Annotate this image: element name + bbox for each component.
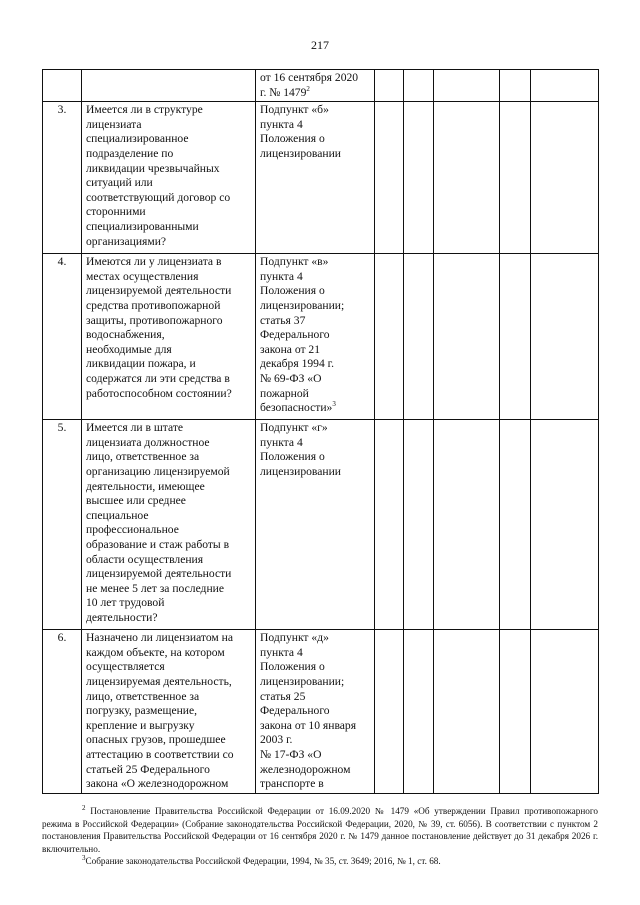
reference-text: пункта 4	[260, 645, 303, 659]
question-line: сторонними	[86, 205, 146, 219]
reference-line	[260, 660, 370, 675]
question-line: не менее 5 лет за последние	[86, 581, 225, 595]
reference-text: пункта 4	[260, 117, 303, 131]
question-line: погрузку, размещение,	[86, 704, 198, 718]
reference-text: статья 25	[260, 689, 306, 703]
question-line: защиты, противопожарного	[86, 313, 223, 327]
empty-answer-cell	[500, 420, 531, 630]
question-line: местах осуществления	[86, 269, 199, 283]
empty-answer-cell	[375, 102, 404, 254]
table-row	[43, 102, 599, 254]
reference-text: Подпункт «б»	[260, 103, 329, 117]
empty-answer-cell	[500, 630, 531, 794]
reference-line	[260, 132, 370, 147]
reference-line	[260, 704, 370, 719]
question-line: опасных грузов, прошедшее	[86, 733, 226, 747]
reference-line	[260, 387, 370, 402]
row-number	[43, 70, 82, 102]
reference-line	[260, 719, 370, 734]
reference-text: закона от 10 января	[260, 718, 357, 732]
empty-answer-cell	[531, 254, 599, 420]
question-line: содержатся ли эти средства в	[86, 371, 230, 385]
empty-answer-cell	[500, 254, 531, 420]
question-line: каждом объекте, на котором	[86, 645, 225, 659]
reference-line	[260, 401, 370, 416]
question-line: 10 лет трудовой	[86, 596, 165, 610]
question-cell	[82, 70, 256, 102]
question-line: лицензиата должностное	[86, 435, 210, 449]
reference-line	[260, 450, 370, 465]
reference-text: от 16 сентября 2020	[260, 71, 359, 84]
reference-text: Подпункт «д»	[260, 631, 329, 645]
question-line: ликвидации пожара, и	[86, 357, 196, 371]
reference-line	[260, 147, 370, 162]
footnotes	[42, 805, 598, 868]
page-number: 217	[311, 38, 329, 52]
reference-line	[260, 270, 370, 285]
reference-line	[260, 690, 370, 705]
empty-answer-cell	[404, 630, 434, 794]
table-row	[43, 630, 599, 794]
empty-answer-cell	[404, 420, 434, 630]
question-cell	[82, 102, 256, 254]
question-cell	[82, 254, 256, 420]
question-line: Имеется ли в штате	[86, 421, 184, 435]
reference-line	[260, 421, 370, 436]
footnote-separator	[42, 793, 196, 794]
reference-line	[260, 314, 370, 329]
question-line: лицензируемой деятельности	[86, 567, 232, 581]
reference-line	[260, 86, 370, 101]
reference-text: 2003 г.	[260, 733, 293, 747]
empty-answer-cell	[531, 102, 599, 254]
reference-line	[260, 465, 370, 480]
table-row	[43, 70, 599, 102]
empty-answer-cell	[404, 70, 434, 102]
empty-answer-cell	[531, 420, 599, 630]
reference-text: лицензировании;	[260, 674, 345, 688]
empty-answer-cell	[404, 102, 434, 254]
question-line: Назначено ли лицензиатом на	[86, 631, 233, 645]
question-line: деятельности?	[86, 610, 158, 624]
reference-text: пожарной	[260, 386, 309, 400]
reference-text: лицензировании;	[260, 298, 345, 312]
legal-reference-cell	[256, 102, 375, 254]
reference-text: пункта 4	[260, 435, 303, 449]
question-line: специализированное	[86, 132, 189, 146]
question-line: Имеется ли в структуре	[86, 103, 203, 117]
question-cell	[82, 420, 256, 630]
question-line: организацию лицензируемой	[86, 464, 230, 478]
footnote-3-mark: 3	[82, 853, 86, 862]
question-line: организациями?	[86, 234, 167, 248]
legal-reference-cell	[256, 70, 375, 102]
reference-line	[260, 646, 370, 661]
empty-answer-cell	[375, 420, 404, 630]
question-line: закона «О железнодорожном	[86, 777, 229, 791]
reference-text: № 69-ФЗ «О	[260, 371, 322, 385]
reference-line	[260, 118, 370, 133]
empty-answer-cell	[434, 70, 500, 102]
empty-answer-cell	[500, 70, 531, 102]
reference-text: декабря 1994 г.	[260, 357, 335, 371]
legal-reference-cell	[256, 254, 375, 420]
reference-line	[260, 733, 370, 748]
reference-text: Положения о	[260, 132, 325, 146]
question-line: водоснабжения,	[86, 328, 165, 342]
reference-text: Положения о	[260, 284, 325, 298]
table-row	[43, 254, 599, 420]
empty-answer-cell	[375, 70, 404, 102]
footnote-marker: 3	[332, 400, 336, 409]
question-line: работоспособном состоянии?	[86, 386, 232, 400]
question-line: ликвидации чрезвычайных	[86, 161, 220, 175]
footnote-marker: 2	[306, 84, 310, 93]
row-number: 6.	[43, 630, 82, 794]
legal-reference-cell	[256, 630, 375, 794]
empty-answer-cell	[434, 102, 500, 254]
reference-text: закона от 21	[260, 342, 321, 356]
reference-line	[260, 284, 370, 299]
table-row	[43, 420, 599, 630]
empty-answer-cell	[434, 630, 500, 794]
footnote-2-text: Постановление Правительства Российской Федерации от 16.09.2020 № 1479 «Об утверждении Правил противопожарного режима в Российской Федерации» (Собрание законодательства Российской Федерации, 2020, № 39, ст. 6056). В соответствии с пунктом 2 постановления Правительства Российской Федерации от 16 сентября 2020 г. № 1479 данное постановление действует до 31 декабря 2026 г. включительно.	[42, 806, 598, 854]
reference-line	[260, 763, 370, 778]
footnote-2	[42, 805, 598, 855]
reference-text: Подпункт «в»	[260, 255, 329, 269]
question-cell	[82, 630, 256, 794]
footnote-3	[42, 855, 598, 868]
reference-text: пункта 4	[260, 269, 303, 283]
reference-text: статья 37	[260, 313, 306, 327]
question-line: необходимые для	[86, 342, 172, 356]
question-line: профессиональное	[86, 523, 179, 537]
reference-line	[260, 631, 370, 646]
reference-line	[260, 748, 370, 763]
question-line: Имеются ли у лицензиата в	[86, 255, 222, 269]
reference-text: Положения о	[260, 450, 325, 464]
checklist-table	[42, 69, 599, 794]
reference-text: транспорте в	[260, 777, 324, 791]
empty-answer-cell	[531, 630, 599, 794]
empty-answer-cell	[531, 70, 599, 102]
question-line: осуществляется	[86, 660, 165, 674]
reference-line	[260, 71, 370, 86]
footnote-2-mark: 2	[82, 803, 86, 812]
question-line: соответствующий договор со	[86, 190, 231, 204]
reference-text: № 17-ФЗ «О	[260, 747, 322, 761]
reference-text: Подпункт «г»	[260, 421, 328, 435]
question-line: статьей 25 Федерального	[86, 762, 210, 776]
empty-answer-cell	[404, 254, 434, 420]
reference-text: г. № 1479	[260, 85, 307, 99]
question-line: лицензируемая деятельность,	[86, 674, 232, 688]
question-line: ситуаций или	[86, 176, 153, 190]
reference-line	[260, 103, 370, 118]
reference-text: железнодорожном	[260, 762, 351, 776]
reference-line	[260, 777, 370, 792]
reference-line	[260, 357, 370, 372]
reference-line	[260, 255, 370, 270]
reference-text: Федерального	[260, 328, 330, 342]
reference-line	[260, 328, 370, 343]
question-line: области осуществления	[86, 552, 204, 566]
question-line: подразделение по	[86, 146, 174, 160]
question-line: образование и стаж работы в	[86, 537, 230, 551]
legal-reference-cell	[256, 420, 375, 630]
question-line: лицензиата	[86, 117, 142, 131]
row-number: 5.	[43, 420, 82, 630]
reference-line	[260, 675, 370, 690]
reference-text: безопасности»	[260, 401, 333, 415]
empty-answer-cell	[375, 254, 404, 420]
reference-text: Положения о	[260, 660, 325, 674]
question-line: лицо, ответственное за	[86, 450, 200, 464]
reference-line	[260, 372, 370, 387]
footnote-3-text: Собрание законодательства Российской Федерации, 1994, № 35, ст. 3649; 2016, № 1, ст. 68.	[85, 856, 441, 866]
row-number: 3.	[43, 102, 82, 254]
question-line: специализированными	[86, 219, 199, 233]
empty-answer-cell	[434, 254, 500, 420]
reference-line	[260, 436, 370, 451]
question-line: крепление и выгрузку	[86, 718, 195, 732]
empty-answer-cell	[434, 420, 500, 630]
question-line: специальное	[86, 508, 149, 522]
question-line: аттестацию в соответствии со	[86, 747, 234, 761]
empty-answer-cell	[500, 102, 531, 254]
reference-text: лицензировании	[260, 464, 342, 478]
question-line: лицо, ответственное за	[86, 689, 200, 703]
question-line: средства противопожарной	[86, 298, 221, 312]
empty-answer-cell	[375, 630, 404, 794]
reference-text: Федерального	[260, 704, 330, 718]
row-number: 4.	[43, 254, 82, 420]
question-line: лицензируемой деятельности	[86, 284, 232, 298]
reference-line	[260, 343, 370, 358]
question-line: высшее или среднее	[86, 494, 186, 508]
reference-text: лицензировании	[260, 146, 342, 160]
question-line: деятельности, имеющее	[86, 479, 205, 493]
reference-line	[260, 299, 370, 314]
